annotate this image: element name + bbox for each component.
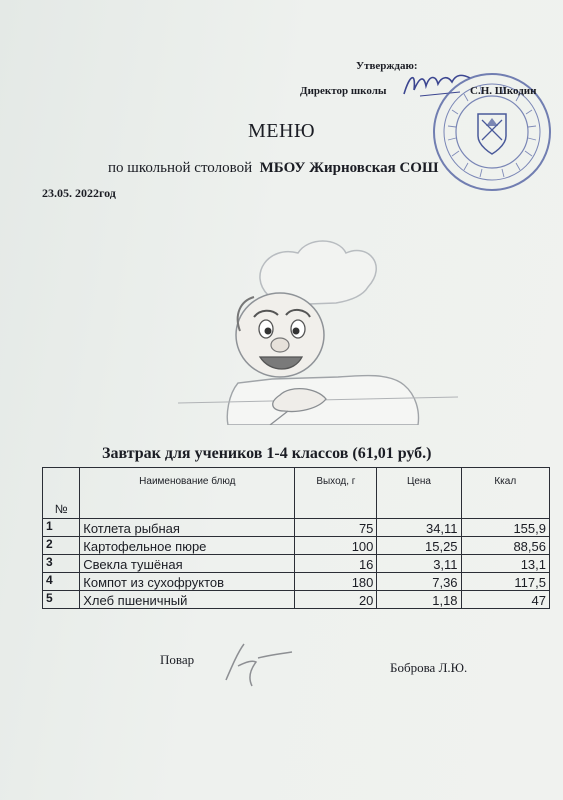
- director-position: Директор школы: [300, 85, 387, 97]
- dish-price: 15,25: [377, 537, 461, 555]
- meal-heading: Завтрак для учеников 1-4 классов (61,01 руб.): [102, 445, 432, 462]
- cook-name: Боброва Л.Ю.: [390, 660, 468, 675]
- dish-name: Картофельное пюре: [80, 537, 295, 555]
- dish-name: Свекла тушёная: [80, 555, 295, 573]
- menu-date: 23.05. 2022год: [42, 186, 116, 200]
- header-name: Наименование блюд: [80, 468, 295, 519]
- row-num: 1: [43, 519, 80, 537]
- dish-kcal: 47: [461, 591, 549, 609]
- director-name: С.Н. Шкодин: [470, 85, 537, 97]
- school-name: МБОУ Жирновская СОШ: [259, 160, 439, 176]
- row-num: 3: [43, 555, 80, 573]
- dish-output: 16: [295, 555, 377, 573]
- cook-signature: [218, 636, 298, 690]
- dish-output: 20: [295, 591, 377, 609]
- header-num: №: [43, 468, 80, 519]
- table-row: [43, 573, 550, 591]
- table-header-row: [43, 468, 550, 519]
- table-row: [43, 519, 550, 537]
- cartoon-chef-icon: [168, 235, 468, 425]
- header-kcal: Ккал: [461, 468, 549, 519]
- table-row: [43, 537, 550, 555]
- dish-kcal: 155,9: [461, 519, 549, 537]
- dish-output: 180: [295, 573, 377, 591]
- dish-output: 75: [295, 519, 377, 537]
- menu-table: [42, 467, 550, 609]
- dish-price: 34,11: [377, 519, 461, 537]
- dish-output: 100: [295, 537, 377, 555]
- approval-label: Утверждаю:: [356, 60, 418, 72]
- dish-price: 7,36: [377, 573, 461, 591]
- dish-name: Компот из сухофруктов: [80, 573, 295, 591]
- table-row: [43, 591, 550, 609]
- dish-name: Котлета рыбная: [80, 519, 295, 537]
- row-num: 4: [43, 573, 80, 591]
- header-price: Цена: [377, 468, 461, 519]
- dish-price: 1,18: [377, 591, 461, 609]
- row-num: 5: [43, 591, 80, 609]
- header-output: Выход, г: [295, 468, 377, 519]
- subtitle: [108, 160, 438, 177]
- page-title: МЕНЮ: [248, 120, 315, 142]
- table-row: [43, 555, 550, 573]
- subtitle-prefix: по школьной столовой: [108, 160, 253, 176]
- dish-kcal: 13,1: [461, 555, 549, 573]
- cook-label: Повар: [160, 652, 195, 667]
- dish-kcal: 117,5: [461, 573, 549, 591]
- dish-price: 3,11: [377, 555, 461, 573]
- row-num: 2: [43, 537, 80, 555]
- dish-name: Хлеб пшеничный: [80, 591, 295, 609]
- dish-kcal: 88,56: [461, 537, 549, 555]
